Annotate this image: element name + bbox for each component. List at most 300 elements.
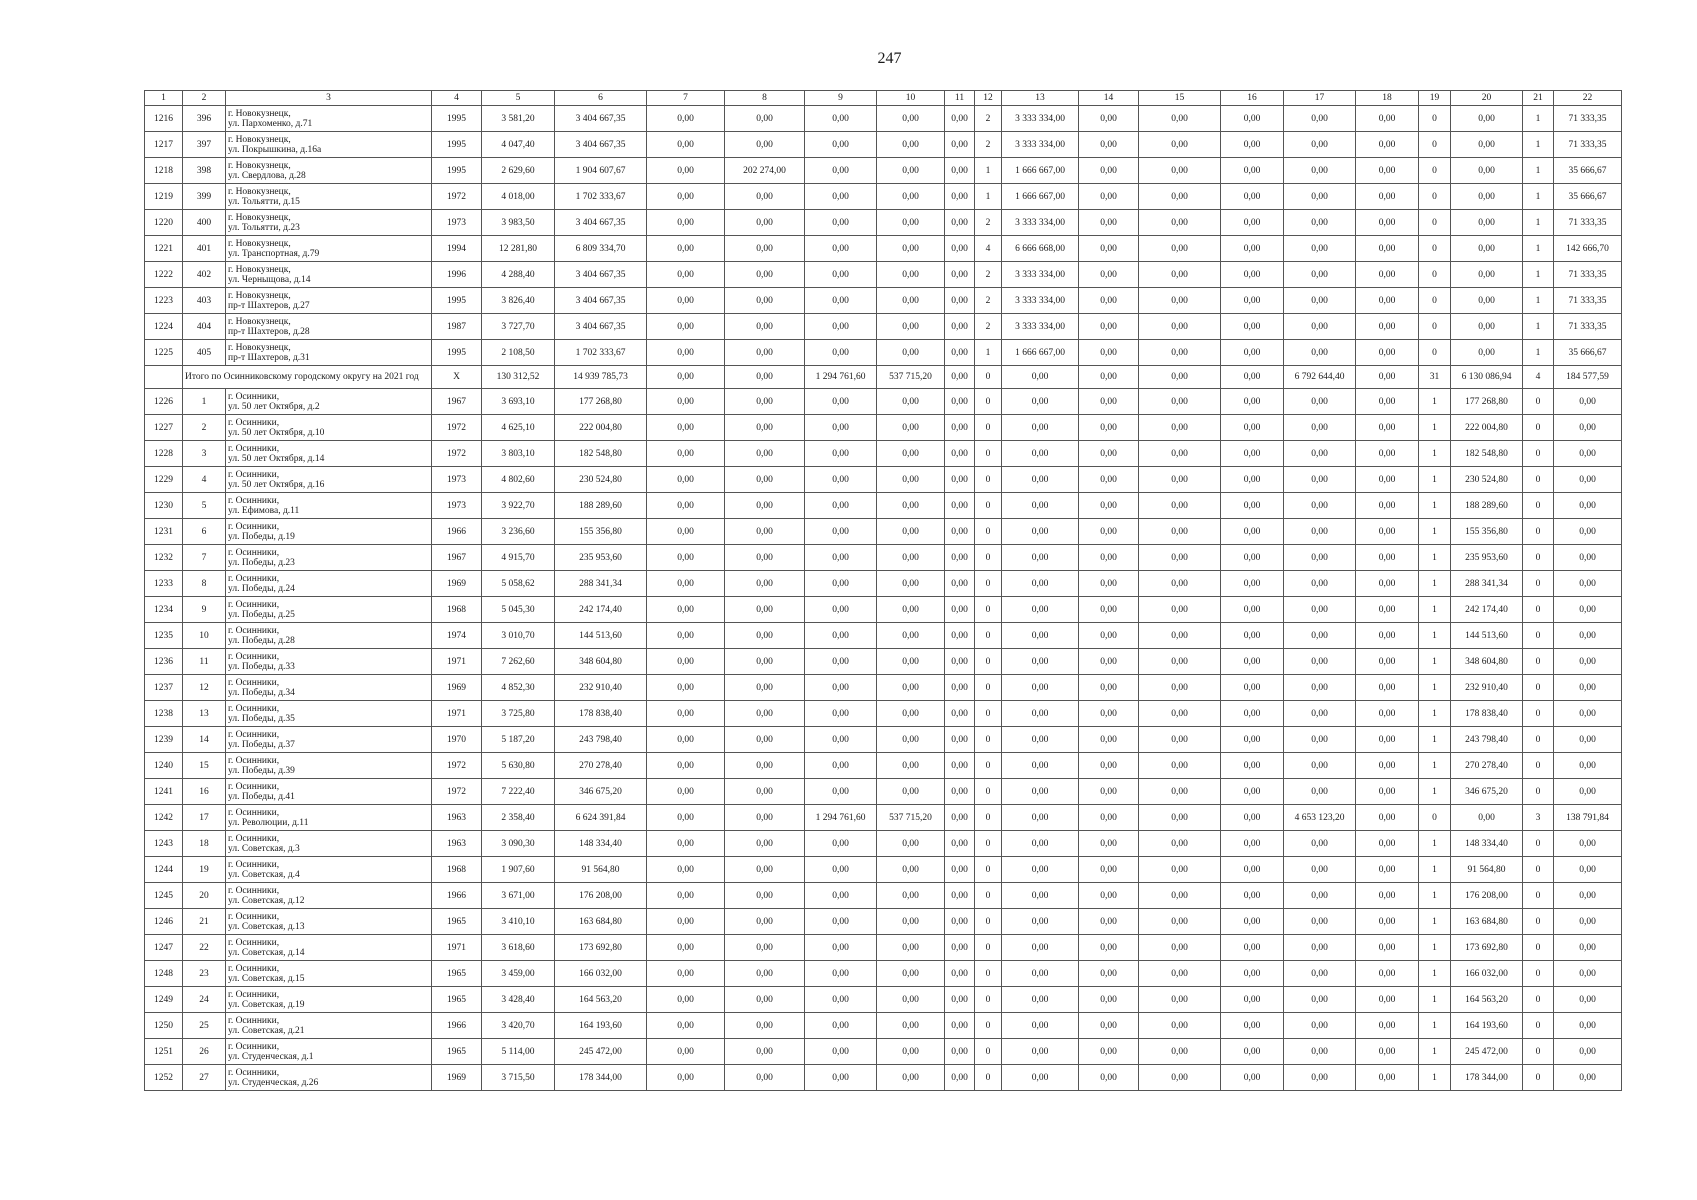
table-cell: 243 798,40 [555, 727, 647, 753]
table-cell: 0,00 [725, 132, 805, 158]
table-cell: 0,00 [647, 961, 725, 987]
table-cell: 0,00 [1554, 1039, 1622, 1065]
table-cell: 0,00 [1079, 262, 1139, 288]
table-cell: 0,00 [805, 675, 877, 701]
table-cell: 400 [183, 210, 226, 236]
table-cell: 0,00 [1554, 441, 1622, 467]
table-cell: 0,00 [877, 1039, 945, 1065]
table-cell: 0,00 [1079, 545, 1139, 571]
table-cell: 0,00 [1221, 314, 1284, 340]
table-cell: 0,00 [1002, 415, 1079, 441]
table-cell: 2 [975, 314, 1002, 340]
table-cell: 5 058,62 [482, 571, 555, 597]
table-cell: 0,00 [647, 649, 725, 675]
table-cell: 0,00 [647, 831, 725, 857]
table-cell: 0,00 [647, 236, 725, 262]
table-cell: 1 [1419, 779, 1451, 805]
table-cell: 0,00 [1221, 158, 1284, 184]
table-cell: 0 [975, 883, 1002, 909]
table-cell: 0,00 [945, 340, 975, 366]
table-cell: 0,00 [1139, 493, 1221, 519]
table-cell: 0,00 [877, 288, 945, 314]
table-cell: 0 [1419, 210, 1451, 236]
table-cell: 0,00 [1002, 961, 1079, 987]
table-cell: 0,00 [945, 597, 975, 623]
table-row [145, 158, 1622, 184]
table-cell: 3 404 667,35 [555, 262, 647, 288]
table-row [145, 441, 1622, 467]
table-cell: 0,00 [1356, 288, 1419, 314]
table-cell: 0,00 [877, 441, 945, 467]
table-cell: 0,00 [877, 727, 945, 753]
table-cell: 3 410,10 [482, 909, 555, 935]
table-cell: 0,00 [1284, 132, 1356, 158]
table-cell: 9 [183, 597, 226, 623]
table-cell: 0,00 [1284, 987, 1356, 1013]
table-cell: 1224 [145, 314, 183, 340]
table-cell: 0 [975, 779, 1002, 805]
table-cell: 12 [183, 675, 226, 701]
table-cell: 4 802,60 [482, 467, 555, 493]
table-cell: 3 [1523, 805, 1554, 831]
table-cell: 182 548,80 [555, 441, 647, 467]
table-row [145, 727, 1622, 753]
table-cell: 0,00 [1139, 545, 1221, 571]
table-cell: 235 953,60 [1451, 545, 1523, 571]
table-cell: 0,00 [877, 753, 945, 779]
table-cell: 0,00 [1079, 857, 1139, 883]
table-cell: 1229 [145, 467, 183, 493]
table-cell: 0,00 [1002, 467, 1079, 493]
table-row [145, 909, 1622, 935]
table-cell: 0,00 [647, 597, 725, 623]
table-row [145, 288, 1622, 314]
table-cell: 0,00 [945, 467, 975, 493]
table-cell: 0,00 [1139, 1039, 1221, 1065]
subtotal-value: 184 577,59 [1554, 366, 1622, 389]
table-cell: 2 108,50 [482, 340, 555, 366]
column-header: 2 [183, 91, 226, 106]
table-cell: 0,00 [647, 288, 725, 314]
table-cell: 1243 [145, 831, 183, 857]
table-cell: 0 [975, 623, 1002, 649]
table-cell: 4 288,40 [482, 262, 555, 288]
address-cell: г. Новокузнецк, ул. Свердлова, д.28 [226, 158, 432, 184]
table-cell: 0,00 [1139, 210, 1221, 236]
table-cell: 0,00 [805, 857, 877, 883]
table-cell: 0,00 [647, 571, 725, 597]
table-row [145, 389, 1622, 415]
subtotal-row [145, 366, 1622, 389]
table-cell: 1228 [145, 441, 183, 467]
table-cell: 270 278,40 [1451, 753, 1523, 779]
table-cell: 17 [183, 805, 226, 831]
table-cell: 0,00 [945, 675, 975, 701]
table-cell: 0,00 [1079, 675, 1139, 701]
table-cell: 243 798,40 [1451, 727, 1523, 753]
table-cell: 0 [1523, 597, 1554, 623]
subtotal-value: 0,00 [1002, 366, 1079, 389]
table-cell: 0,00 [1079, 340, 1139, 366]
column-header: 17 [1284, 91, 1356, 106]
register-table [144, 90, 1622, 1091]
table-cell: 0,00 [1221, 727, 1284, 753]
table-cell: 0,00 [1284, 909, 1356, 935]
table-cell: 0,00 [1079, 805, 1139, 831]
address-cell: г. Осинники, ул. 50 лет Октября, д.2 [226, 389, 432, 415]
table-cell: 0,00 [725, 314, 805, 340]
table-cell: 0,00 [805, 158, 877, 184]
table-cell: 0,00 [725, 415, 805, 441]
table-cell: 0,00 [1284, 1065, 1356, 1091]
table-cell: 0,00 [877, 675, 945, 701]
table-cell: 1995 [432, 106, 482, 132]
table-cell: 0,00 [725, 1065, 805, 1091]
table-cell: 3 618,60 [482, 935, 555, 961]
table-cell: 15 [183, 753, 226, 779]
table-cell: 0,00 [1451, 106, 1523, 132]
table-cell: 0 [975, 701, 1002, 727]
table-cell: 1 [1523, 262, 1554, 288]
table-cell: 0 [975, 493, 1002, 519]
table-cell: 0 [1523, 701, 1554, 727]
table-cell: 1965 [432, 987, 482, 1013]
column-header: 20 [1451, 91, 1523, 106]
table-cell: 0,00 [647, 1065, 725, 1091]
table-cell: 0,00 [1451, 314, 1523, 340]
table-cell: 0,00 [647, 701, 725, 727]
address-cell: г. Осинники, ул. Советская, д.3 [226, 831, 432, 857]
table-cell: 0,00 [877, 519, 945, 545]
table-cell: 0,00 [725, 571, 805, 597]
table-cell: 164 193,60 [555, 1013, 647, 1039]
table-cell: 0,00 [1002, 623, 1079, 649]
table-cell: 0,00 [725, 831, 805, 857]
table-cell: 0,00 [725, 857, 805, 883]
table-cell: 71 333,35 [1554, 262, 1622, 288]
table-cell: 0,00 [805, 262, 877, 288]
table-cell: 346 675,20 [1451, 779, 1523, 805]
table-cell: 0,00 [877, 389, 945, 415]
table-cell: 1963 [432, 831, 482, 857]
table-cell: 1968 [432, 597, 482, 623]
address-cell: г. Осинники, ул. Победы, д.19 [226, 519, 432, 545]
table-cell: 0,00 [647, 623, 725, 649]
address-cell: г. Осинники, ул. Победы, д.23 [226, 545, 432, 571]
address-cell: г. Новокузнецк, ул. Покрышкина, д.16а [226, 132, 432, 158]
table-cell: 398 [183, 158, 226, 184]
table-cell: 3 715,50 [482, 1065, 555, 1091]
table-cell: 20 [183, 883, 226, 909]
table-cell: 0,00 [1356, 753, 1419, 779]
table-cell: 0,00 [725, 675, 805, 701]
table-cell: 0,00 [877, 1065, 945, 1091]
table-cell: 1221 [145, 236, 183, 262]
table-cell: 0,00 [1221, 210, 1284, 236]
table-cell: 0,00 [945, 210, 975, 236]
table-cell: 1966 [432, 519, 482, 545]
table-cell: 0,00 [1356, 831, 1419, 857]
table-cell: 0,00 [945, 831, 975, 857]
table-cell: 155 356,80 [555, 519, 647, 545]
table-cell: 0,00 [877, 493, 945, 519]
table-cell: 0,00 [1356, 106, 1419, 132]
address-cell: г. Осинники, ул. Ефимова, д.11 [226, 493, 432, 519]
table-cell: 0,00 [647, 805, 725, 831]
table-cell: 0 [1523, 987, 1554, 1013]
table-cell: 401 [183, 236, 226, 262]
table-cell: 0 [1419, 184, 1451, 210]
table-cell: 35 666,67 [1554, 340, 1622, 366]
table-cell: 0,00 [1356, 1065, 1419, 1091]
table-row [145, 493, 1622, 519]
table-cell: 0,00 [647, 389, 725, 415]
table-cell: 1226 [145, 389, 183, 415]
table-cell: 1231 [145, 519, 183, 545]
table-cell: 7 [183, 545, 226, 571]
table-cell: 0,00 [1221, 389, 1284, 415]
table-cell: 0,00 [945, 132, 975, 158]
table-cell: 1248 [145, 961, 183, 987]
table-cell: 0,00 [805, 415, 877, 441]
table-cell: 0 [1523, 675, 1554, 701]
table-cell: 5 630,80 [482, 753, 555, 779]
table-cell: 0,00 [945, 519, 975, 545]
table-row [145, 701, 1622, 727]
table-cell: 0 [1523, 1039, 1554, 1065]
table-cell: 1216 [145, 106, 183, 132]
table-cell: 0,00 [1139, 571, 1221, 597]
table-cell: 1 [1523, 340, 1554, 366]
table-cell: 0,00 [1221, 467, 1284, 493]
table-cell: 0,00 [647, 415, 725, 441]
column-header: 8 [725, 91, 805, 106]
table-cell: 1972 [432, 184, 482, 210]
table-cell: 2 [975, 288, 1002, 314]
table-cell: 3 010,70 [482, 623, 555, 649]
table-cell: 1994 [432, 236, 482, 262]
table-cell: 4 018,00 [482, 184, 555, 210]
table-cell: 0,00 [805, 340, 877, 366]
table-cell: 0,00 [1356, 210, 1419, 236]
table-cell: 0,00 [1079, 909, 1139, 935]
table-cell: 1966 [432, 1013, 482, 1039]
table-cell: 6 624 391,84 [555, 805, 647, 831]
table-cell: 1219 [145, 184, 183, 210]
table-cell: 21 [183, 909, 226, 935]
table-cell: 0,00 [1554, 389, 1622, 415]
table-cell: 0,00 [1002, 493, 1079, 519]
table-cell: 0,00 [1221, 571, 1284, 597]
table-cell: 230 524,80 [1451, 467, 1523, 493]
table-cell: 1240 [145, 753, 183, 779]
table-cell: 0,00 [1221, 340, 1284, 366]
table-cell: 0,00 [725, 389, 805, 415]
table-cell: 0,00 [647, 106, 725, 132]
table-cell: 0,00 [1356, 262, 1419, 288]
table-cell: 1965 [432, 909, 482, 935]
table-cell: 0,00 [725, 236, 805, 262]
address-cell: г. Осинники, ул. 50 лет Октября, д.16 [226, 467, 432, 493]
table-cell: 0 [975, 441, 1002, 467]
table-cell: 0,00 [1221, 106, 1284, 132]
address-cell: г. Новокузнецк, пр-т Шахтеров, д.27 [226, 288, 432, 314]
table-cell: 0 [1523, 519, 1554, 545]
table-cell: 0,00 [1002, 857, 1079, 883]
table-cell: 1247 [145, 935, 183, 961]
address-cell: г. Осинники, ул. Советская, д.15 [226, 961, 432, 987]
table-cell: 1 [1523, 184, 1554, 210]
table-cell: 0 [975, 389, 1002, 415]
table-cell: 0,00 [1356, 805, 1419, 831]
table-cell: 3 581,20 [482, 106, 555, 132]
table-cell: 0,00 [805, 753, 877, 779]
table-cell: 22 [183, 935, 226, 961]
table-cell: 0,00 [647, 210, 725, 236]
table-cell: 0,00 [1284, 314, 1356, 340]
table-cell: 235 953,60 [555, 545, 647, 571]
table-cell: 1 [1419, 1039, 1451, 1065]
table-cell: 0,00 [1079, 441, 1139, 467]
table-cell: 1970 [432, 727, 482, 753]
table-cell: 0,00 [647, 467, 725, 493]
subtotal-value: 130 312,52 [482, 366, 555, 389]
table-cell: 0,00 [725, 1039, 805, 1065]
table-cell: 0,00 [725, 597, 805, 623]
address-cell: г. Осинники, ул. Победы, д.24 [226, 571, 432, 597]
table-cell: 26 [183, 1039, 226, 1065]
table-cell: 0,00 [1356, 675, 1419, 701]
table-cell: 1996 [432, 262, 482, 288]
table-cell: 0,00 [945, 1065, 975, 1091]
table-row [145, 1013, 1622, 1039]
table-cell: 0,00 [1554, 519, 1622, 545]
subtotal-empty-cell [145, 366, 183, 389]
table-cell: 0 [975, 649, 1002, 675]
table-cell: 1235 [145, 623, 183, 649]
table-cell: 1 [1523, 236, 1554, 262]
table-cell: 1 [975, 340, 1002, 366]
table-cell: 0,00 [1356, 441, 1419, 467]
table-cell: 4 [183, 467, 226, 493]
table-cell: 0,00 [1554, 571, 1622, 597]
table-row [145, 935, 1622, 961]
table-cell: 0 [1523, 727, 1554, 753]
table-cell: 0,00 [1139, 340, 1221, 366]
table-cell: 0,00 [1356, 597, 1419, 623]
address-cell: г. Осинники, ул. Студенческая, д.1 [226, 1039, 432, 1065]
table-cell: 0,00 [1356, 493, 1419, 519]
table-cell: 0 [975, 831, 1002, 857]
table-cell: 0,00 [1139, 597, 1221, 623]
table-cell: 0,00 [1002, 805, 1079, 831]
table-cell: 0,00 [1284, 545, 1356, 571]
table-cell: 0,00 [1356, 236, 1419, 262]
table-cell: 270 278,40 [555, 753, 647, 779]
table-cell: 0,00 [805, 961, 877, 987]
table-cell: 0,00 [1139, 288, 1221, 314]
table-cell: 0 [1419, 288, 1451, 314]
table-cell: 0,00 [1284, 415, 1356, 441]
table-cell: 0,00 [1079, 1039, 1139, 1065]
table-cell: 348 604,80 [555, 649, 647, 675]
subtotal-value: 31 [1419, 366, 1451, 389]
address-cell: г. Новокузнецк, пр-т Шахтеров, д.28 [226, 314, 432, 340]
table-cell: 8 [183, 571, 226, 597]
table-cell: 0,00 [1221, 935, 1284, 961]
table-cell: 1968 [432, 857, 482, 883]
table-cell: 0,00 [1284, 623, 1356, 649]
table-cell: 1 [1419, 519, 1451, 545]
table-cell: 188 289,60 [1451, 493, 1523, 519]
table-cell: 0 [975, 467, 1002, 493]
table-cell: 0,00 [1079, 158, 1139, 184]
subtotal-value: 0 [975, 366, 1002, 389]
table-row [145, 210, 1622, 236]
table-cell: 0,00 [647, 314, 725, 340]
table-cell: 0 [975, 1065, 1002, 1091]
subtotal-value: X [432, 366, 482, 389]
table-cell: 182 548,80 [1451, 441, 1523, 467]
table-cell: 0,00 [647, 184, 725, 210]
table-cell: 0,00 [1002, 779, 1079, 805]
table-cell: 1 [1419, 649, 1451, 675]
table-cell: 0,00 [1356, 389, 1419, 415]
table-cell: 0,00 [725, 805, 805, 831]
subtotal-value: 0,00 [945, 366, 975, 389]
table-cell: 4 [975, 236, 1002, 262]
table-cell: 0 [975, 597, 1002, 623]
table-cell: 1967 [432, 545, 482, 571]
table-cell: 1971 [432, 649, 482, 675]
table-cell: 0 [1419, 106, 1451, 132]
table-cell: 0,00 [805, 727, 877, 753]
table-cell: 0,00 [1002, 1013, 1079, 1039]
table-cell: 0,00 [1554, 961, 1622, 987]
table-cell: 0,00 [1451, 288, 1523, 314]
table-cell: 1 [1523, 158, 1554, 184]
table-cell: 0,00 [1284, 389, 1356, 415]
table-cell: 0,00 [1002, 727, 1079, 753]
table-cell: 5 [183, 493, 226, 519]
table-cell: 1973 [432, 493, 482, 519]
table-cell: 164 563,20 [555, 987, 647, 1013]
table-cell: 0,00 [647, 987, 725, 1013]
table-cell: 7 222,40 [482, 779, 555, 805]
table-cell: 0,00 [1356, 1039, 1419, 1065]
table-cell: 0,00 [877, 935, 945, 961]
table-cell: 1232 [145, 545, 183, 571]
table-cell: 0,00 [647, 519, 725, 545]
table-cell: 0 [975, 545, 1002, 571]
table-cell: 0,00 [647, 493, 725, 519]
table-cell: 1967 [432, 389, 482, 415]
table-cell: 0,00 [1079, 493, 1139, 519]
table-cell: 0 [1419, 805, 1451, 831]
table-cell: 0,00 [877, 184, 945, 210]
table-cell: 0,00 [1139, 132, 1221, 158]
page-number: 247 [877, 50, 902, 67]
table-cell: 0,00 [725, 493, 805, 519]
table-cell: 0,00 [1079, 987, 1139, 1013]
table-cell: 0 [1419, 340, 1451, 366]
table-cell: 0,00 [945, 545, 975, 571]
table-cell: 0,00 [1002, 519, 1079, 545]
table-cell: 0,00 [1356, 545, 1419, 571]
table-cell: 0,00 [1554, 623, 1622, 649]
table-cell: 0,00 [877, 779, 945, 805]
table-cell: 3 333 334,00 [1002, 132, 1079, 158]
